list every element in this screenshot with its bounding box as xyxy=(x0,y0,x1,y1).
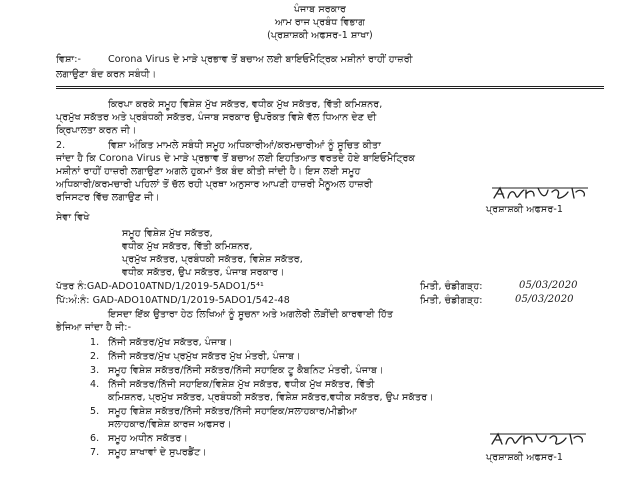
header-branch: (ਪ੍ਰਸ਼ਾਸ਼ਕੀ ਅਫਸਰ-1 ਸ਼ਾਖਾ) xyxy=(267,30,373,41)
signature-2-title: ਪ੍ਰਸ਼ਾਸ਼ਕੀ ਅਫਸਰ-1 xyxy=(486,452,564,463)
copy-item-3-number: 3. xyxy=(90,365,100,376)
signature-1-title: ਪ੍ਰਸ਼ਾਸ਼ਕੀ ਅਫਸਰ-1 xyxy=(486,204,564,215)
para1-line-2: ਪ੍ਰਮੁੱਖ ਸਕੱਤਰ ਅਤੇ ਪ੍ਰਬੰਧਕੀ ਸਕੱਤਰ, ਪੰਜਾਬ ਸਰਕਾਰ ਉਪਰੋਕਤ ਵਿਸ਼ੇ ਵੱਲ ਧਿਆਨ ਦੇਣ ਦੀ xyxy=(56,112,377,123)
endorsement-ref-number: ਪਿੱ:ਅੰ:ਨੰ: GAD-ADO10ATND/1/2019-5ADO1/542-48 xyxy=(56,295,290,306)
copy-intro-line-2: ਭੇਜਿਆ ਜਾਂਦਾ ਹੈ ਜੀ:- xyxy=(56,322,132,333)
letter-date: 05/03/2020 xyxy=(519,280,578,291)
letter-ref-number: ਪੱਤਰ ਨੰ:GAD-ADO10ATND/1/2019-5ADO1/5⁴¹ xyxy=(56,281,264,292)
para2-line-3: ਮਸ਼ੀਨਾਂ ਰਾਹੀਂ ਹਾਜ਼ਰੀ ਲਗਾਉਣਾ ਅਗਲੇ ਹੁਕਮਾਂ ਤੱਕ ਬੰਦ ਕੀਤੀ ਜਾਂਦੀ ਹੈ। ਇਸ ਲਈ ਸਮੂਹ xyxy=(56,166,361,177)
copy-item-7-number: 7. xyxy=(90,447,100,458)
copy-item-2-number: 2. xyxy=(90,351,100,362)
para1-line-1: ਕਿਰਪਾ ਕਰਕੇ ਸਮੂਹ ਵਿਸ਼ੇਸ਼ ਮੁੱਖ ਸਕੱਤਰ, ਵਧੀਕ ਮੁੱਖ ਸਕੱਤਰ, ਵਿੱਤੀ ਕਮਿਸ਼ਨਰ, xyxy=(108,99,383,110)
seva-line-2: ਵਧੀਕ ਮੁੱਖ ਸਕੱਤਰ, ਵਿੱਤੀ ਕਮਿਸ਼ਨਰ, xyxy=(122,241,253,252)
para2-line-1: ਵਿਸ਼ਾ ਅੰਕਿਤ ਮਾਮਲੇ ਸਬੰਧੀ ਸਮੂਹ ਅਧਿਕਾਰੀਆਂ/ਕਰਮਚਾਰੀਆਂ ਨੂੰ ਸੂਚਿਤ ਕੀਤਾ xyxy=(108,140,381,151)
endorsement-date: 05/03/2020 xyxy=(515,294,574,305)
copy-item-2: ਨਿੱਜੀ ਸਕੱਤਰ/ਮੁੱਖ ਪ੍ਰਮੁੱਖ ਸਕੱਤਰ ਮੁੱਖ ਮੰਤਰੀ, ਪੰਜਾਬ। xyxy=(108,351,301,362)
copy-item-4-line-2: ਕਮਿਸ਼ਨਰ, ਪ੍ਰਮੁੱਖ ਸਕੱਤਰ, ਪ੍ਰਬੰਧਕੀ ਸਕੱਤਰ, ਵਿਸ਼ੇਸ਼ ਸਕੱਤਰ,ਵਧੀਕ ਸਕੱਤਰ, ਉਪ ਸਕੱਤਰ। xyxy=(108,392,434,403)
subject-line-1: Corona Virus ਦੇ ਮਾੜੇ ਪ੍ਰਭਾਵ ਤੋਂ ਬਚਾਅ ਲਈ ਬਾਇਓਮੈਟ੍ਰਿਕ ਮਸ਼ੀਨਾਂ ਰਾਹੀਂ ਹਾਜ਼ਰੀ xyxy=(108,54,413,65)
subject-divider-top xyxy=(56,86,604,87)
copy-item-6-number: 6. xyxy=(90,433,100,444)
copy-item-6: ਸਮੂਹ ਅਧੀਨ ਸਕੱਤਰ। xyxy=(108,433,188,444)
letter-date-label: ਮਿਤੀ, ਚੰਡੀਗੜ੍ਹ: xyxy=(420,281,483,292)
copy-item-1-number: 1. xyxy=(90,337,100,348)
para2-line-5: ਰਜਿਸਟਰ ਵਿੱਚ ਲਗਾਉਣ ਜੀ। xyxy=(56,192,160,203)
seva-line-1: ਸਮੂਹ ਵਿਸ਼ੇਸ਼ ਮੁੱਖ ਸਕੱਤਰ, xyxy=(122,228,213,239)
subject-divider-bottom xyxy=(56,88,604,89)
seva-line-3: ਪ੍ਰਮੁੱਖ ਸਕੱਤਰ, ਪ੍ਰਬੰਧਕੀ ਸਕੱਤਰ, ਵਿਸ਼ੇਸ਼ ਸਕੱਤਰ, xyxy=(122,254,303,265)
para2-line-4: ਅਧਿਕਾਰੀ/ਕਰਮਚਾਰੀ ਪਹਿਲਾਂ ਤੋਂ ਚੱਲ ਰਹੀ ਪ੍ਰਥਾ ਅਨੁਸਾਰ ਆਪਣੀ ਹਾਜ਼ਰੀ ਮੈਨੂਅਲ ਹਾਜ਼ਰੀ xyxy=(56,179,373,190)
copy-intro-line-1: ਇਸਦਾ ਇੱਕ ਉਤਾਰਾ ਹੇਠ ਲਿਖਿਆਂ ਨੂੰ ਸੂਚਨਾ ਅਤੇ ਅਗਲੇਰੀ ਲੋੜੀਂਦੀ ਕਾਰਵਾਈ ਹਿੱਤ xyxy=(108,309,394,320)
seva-heading: ਸੇਵਾ ਵਿਖੇ xyxy=(56,212,90,223)
copy-item-4-number: 4. xyxy=(90,379,100,390)
copy-item-7: ਸਮੂਹ ਸ਼ਾਖਾਵਾਂ ਦੇ ਸੁਪਰਡੈਂਟ। xyxy=(108,447,207,458)
endorsement-date-label: ਮਿਤੀ, ਚੰਡੀਗੜ੍ਹ: xyxy=(420,295,483,306)
copy-item-5-line-2: ਸਲਾਹਕਾਰ/ਵਿਸ਼ੇਸ਼ ਕਾਰਜ ਅਫਸਰ। xyxy=(108,419,232,430)
subject-line-2: ਲਗਾਉਣਾ ਬੰਦ ਕਰਨ ਸਬੰਧੀ। xyxy=(56,69,157,80)
para2-line-2: ਜਾਂਦਾ ਹੈ ਕਿ Corona Virus ਦੇ ਮਾੜੇ ਪ੍ਰਭਾਵ ਤੋਂ ਬਚਾਅ ਲਈ ਇਹਤਿਆਤ ਵਰਤਦੇ ਹੋਏ ਬਾਇਓਮੈਟ੍ਰਿਕ xyxy=(56,153,416,164)
copy-item-1: ਨਿੱਜੀ ਸਕੱਤਰ/ਮੁੱਖ ਸਕੱਤਰ, ਪੰਜਾਬ। xyxy=(108,337,233,348)
header-department: ਆਮ ਰਾਜ ਪ੍ਰਬੰਧ ਵਿਭਾਗ xyxy=(275,17,365,28)
subject-label: ਵਿਸ਼ਾ:- xyxy=(56,54,82,65)
seva-line-4: ਵਧੀਕ ਸਕੱਤਰ, ਉਪ ਸਕੱਤਰ, ਪੰਜਾਬ ਸਰਕਾਰ। xyxy=(122,267,285,278)
copy-item-3: ਸਮੂਹ ਵਿਸ਼ੇਸ਼ ਸਕੱਤਰ/ਨਿੱਜੀ ਸਕੱਤਰ/ਨਿੱਜੀ ਸਹਾਇਕ ਟੂ ਕੈਬਨਿਟ ਮੰਤਰੀ, ਪੰਜਾਬ। xyxy=(108,365,384,376)
handwritten-signature-2 xyxy=(488,430,588,450)
para2-number: 2. xyxy=(56,140,66,151)
handwritten-signature-1 xyxy=(490,184,590,204)
copy-item-5-number: 5. xyxy=(90,406,100,417)
header-govt: ਪੰਜਾਬ ਸਰਕਾਰ xyxy=(293,4,347,15)
copy-item-4-line-1: ਨਿੱਜੀ ਸਕੱਤਰ/ਨਿੱਜੀ ਸਹਾਇਕ/ਵਿਸ਼ੇਸ਼ ਮੁੱਖ ਸਕੱਤਰ, ਵਧੀਕ ਮੁੱਖ ਸਕੱਤਰ, ਵਿੱਤੀ xyxy=(108,379,375,390)
para1-line-3: ਕ੍ਰਿਪਾਲਤਾ ਕਰਨ ਜੀ। xyxy=(56,125,137,136)
copy-item-5-line-1: ਸਮੂਹ ਵਿਸ਼ੇਸ਼ ਸਕੱਤਰ/ਨਿੱਜੀ ਸਕੱਤਰ/ਨਿੱਜੀ ਸਹਾਇਕ/ਸਲਾਹਕਾਰ/ਮੀਡੀਆ xyxy=(108,406,357,417)
